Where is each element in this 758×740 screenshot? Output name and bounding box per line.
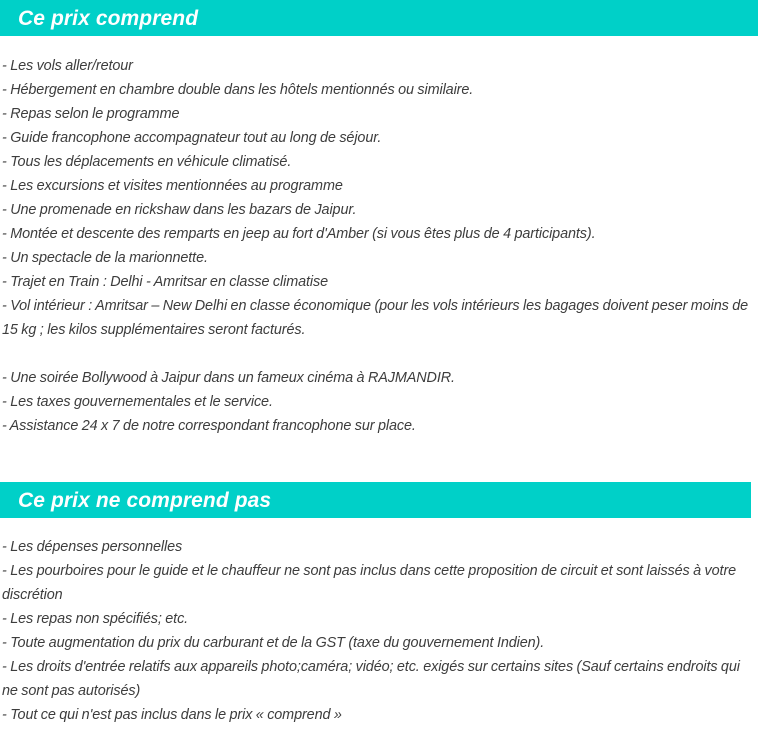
section-body-excluded bbox=[0, 535, 758, 727]
list-item: - Les taxes gouvernementales et le service. bbox=[2, 394, 273, 410]
list-item: - Trajet en Train : Delhi - Amritsar en classe climatise bbox=[2, 274, 329, 290]
list-item: - Repas selon le programme bbox=[2, 106, 180, 122]
list-item: - Hébergement en chambre double dans les hôtels mentionnés ou similaire. bbox=[2, 82, 474, 98]
section-body-included bbox=[0, 54, 758, 438]
list-item: - Les vols aller/retour bbox=[2, 58, 133, 74]
section-banner-excluded bbox=[0, 482, 751, 518]
list-item: - Une soirée Bollywood à Jaipur dans un fameux cinéma à RAJMANDIR. bbox=[2, 370, 455, 386]
section-title-excluded: Ce prix ne comprend pas bbox=[18, 488, 272, 512]
list-item: - Vol intérieur : Amritsar – New Delhi en classe économique (pour les vols intérieurs les bagages doivent peser moins de 15 kg ; les kilos supplémentaires seront facturés. bbox=[2, 298, 748, 338]
section-banner-included bbox=[0, 0, 758, 36]
list-item: - Les repas non spécifiés; etc. bbox=[2, 611, 189, 627]
list-item: - Les dépenses personnelles bbox=[2, 539, 183, 555]
list-item: - Les pourboires pour le guide et le chauffeur ne sont pas inclus dans cette proposition de circuit et sont laissés à votre discrétion bbox=[2, 563, 737, 603]
list-item: - Guide francophone accompagnateur tout au long de séjour. bbox=[2, 130, 382, 146]
list-item: - Une promenade en rickshaw dans les bazars de Jaipur. bbox=[2, 202, 357, 218]
spacer-between-sections bbox=[0, 438, 758, 482]
list-item: - Les excursions et visites mentionnées au programme bbox=[2, 178, 343, 194]
list-item: - Un spectacle de la marionnette. bbox=[2, 250, 208, 266]
list-item: - Les droits d'entrée relatifs aux appareils photo;caméra; vidéo; etc. exigés sur certains sites (Sauf certains endroits qui ne sont pas autorisés) bbox=[2, 659, 740, 699]
spacer-top-excluded bbox=[0, 518, 758, 535]
list-item: - Assistance 24 x 7 de notre correspondant francophone sur place. bbox=[2, 418, 416, 434]
list-item: - Tous les déplacements en véhicule climatisé. bbox=[2, 154, 292, 170]
spacer-top-included bbox=[0, 36, 758, 54]
list-item: - Tout ce qui n'est pas inclus dans le prix « comprend » bbox=[2, 707, 342, 723]
list-item: - Toute augmentation du prix du carburant et de la GST (taxe du gouvernement Indien). bbox=[2, 635, 545, 651]
list-item: - Montée et descente des remparts en jeep au fort d'Amber (si vous êtes plus de 4 participants). bbox=[2, 226, 596, 242]
section-title-included: Ce prix comprend bbox=[18, 6, 199, 30]
